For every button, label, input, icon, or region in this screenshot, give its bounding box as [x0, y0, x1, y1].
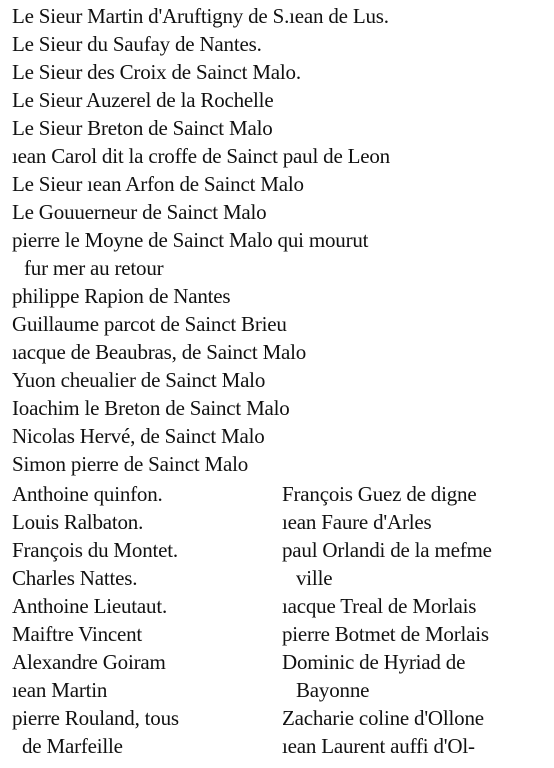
name-entry: Yuon cheualier de Sainct Malo — [12, 368, 266, 392]
name-entry-continuation: fur mer au retour — [24, 256, 164, 280]
left-column-entry-continuation: de Marfeille — [22, 734, 123, 758]
name-entry: Le Sieur Auzerel de la Rochelle — [12, 88, 274, 112]
right-column-entry: ıean Faure d'Arles — [282, 510, 432, 534]
name-entry: Simon pierre de Sainct Malo — [12, 452, 249, 476]
right-column-entry: Zacharie coline d'Ollone — [282, 706, 484, 730]
name-entry: Le Sieur ıean Arfon de Sainct Malo — [12, 172, 304, 196]
left-column-entry: pierre Rouland, tous — [12, 706, 179, 730]
right-column-entry: François Guez de digne — [282, 482, 477, 506]
name-entry: Le Sieur du Saufay de Nantes. — [12, 32, 262, 56]
name-entry: Le Sieur des Croix de Sainct Malo. — [12, 60, 301, 84]
right-column-entry: ıacque Treal de Morlais — [282, 594, 477, 618]
name-entry: Nicolas Hervé, de Sainct Malo — [12, 424, 265, 448]
name-entry: pierre le Moyne de Sainct Malo qui mourut — [12, 228, 369, 252]
name-entry: ıean Carol dit la croffe de Sainct paul de Leon — [12, 144, 390, 168]
left-column-entry: Maiftre Vincent — [12, 622, 143, 646]
right-column-entry: pierre Botmet de Morlais — [282, 622, 489, 646]
name-entry: Le Sieur Breton de Sainct Malo — [12, 116, 273, 140]
left-column-entry: Charles Nattes. — [12, 566, 138, 590]
right-column-entry: Dominic de Hyriad de — [282, 650, 466, 674]
right-column-entry: paul Orlandi de la mefme — [282, 538, 492, 562]
name-entry: Ioachim le Breton de Sainct Malo — [12, 396, 290, 420]
name-entry: philippe Rapion de Nantes — [12, 284, 231, 308]
name-entry: ıacque de Beaubras, de Sainct Malo — [12, 340, 307, 364]
name-entry: Guillaume parcot de Sainct Brieu — [12, 312, 287, 336]
left-column-entry: ıean Martin — [12, 678, 108, 702]
right-column-entry: ıean Laurent auffi d'Ol- — [282, 734, 475, 758]
right-column-entry-continuation: Bayonne — [296, 678, 370, 702]
left-column-entry: François du Montet. — [12, 538, 178, 562]
left-column-entry: Anthoine Lieutaut. — [12, 594, 168, 618]
name-entry: Le Gouuerneur de Sainct Malo — [12, 200, 267, 224]
left-column-entry: Louis Ralbaton. — [12, 510, 144, 534]
name-entry: Le Sieur Martin d'Aruftigny de S.ıean de Lus. — [12, 4, 389, 28]
left-column-entry: Alexandre Goiram — [12, 650, 166, 674]
left-column-entry: Anthoine quinfon. — [12, 482, 163, 506]
right-column-entry-continuation: ville — [296, 566, 333, 590]
